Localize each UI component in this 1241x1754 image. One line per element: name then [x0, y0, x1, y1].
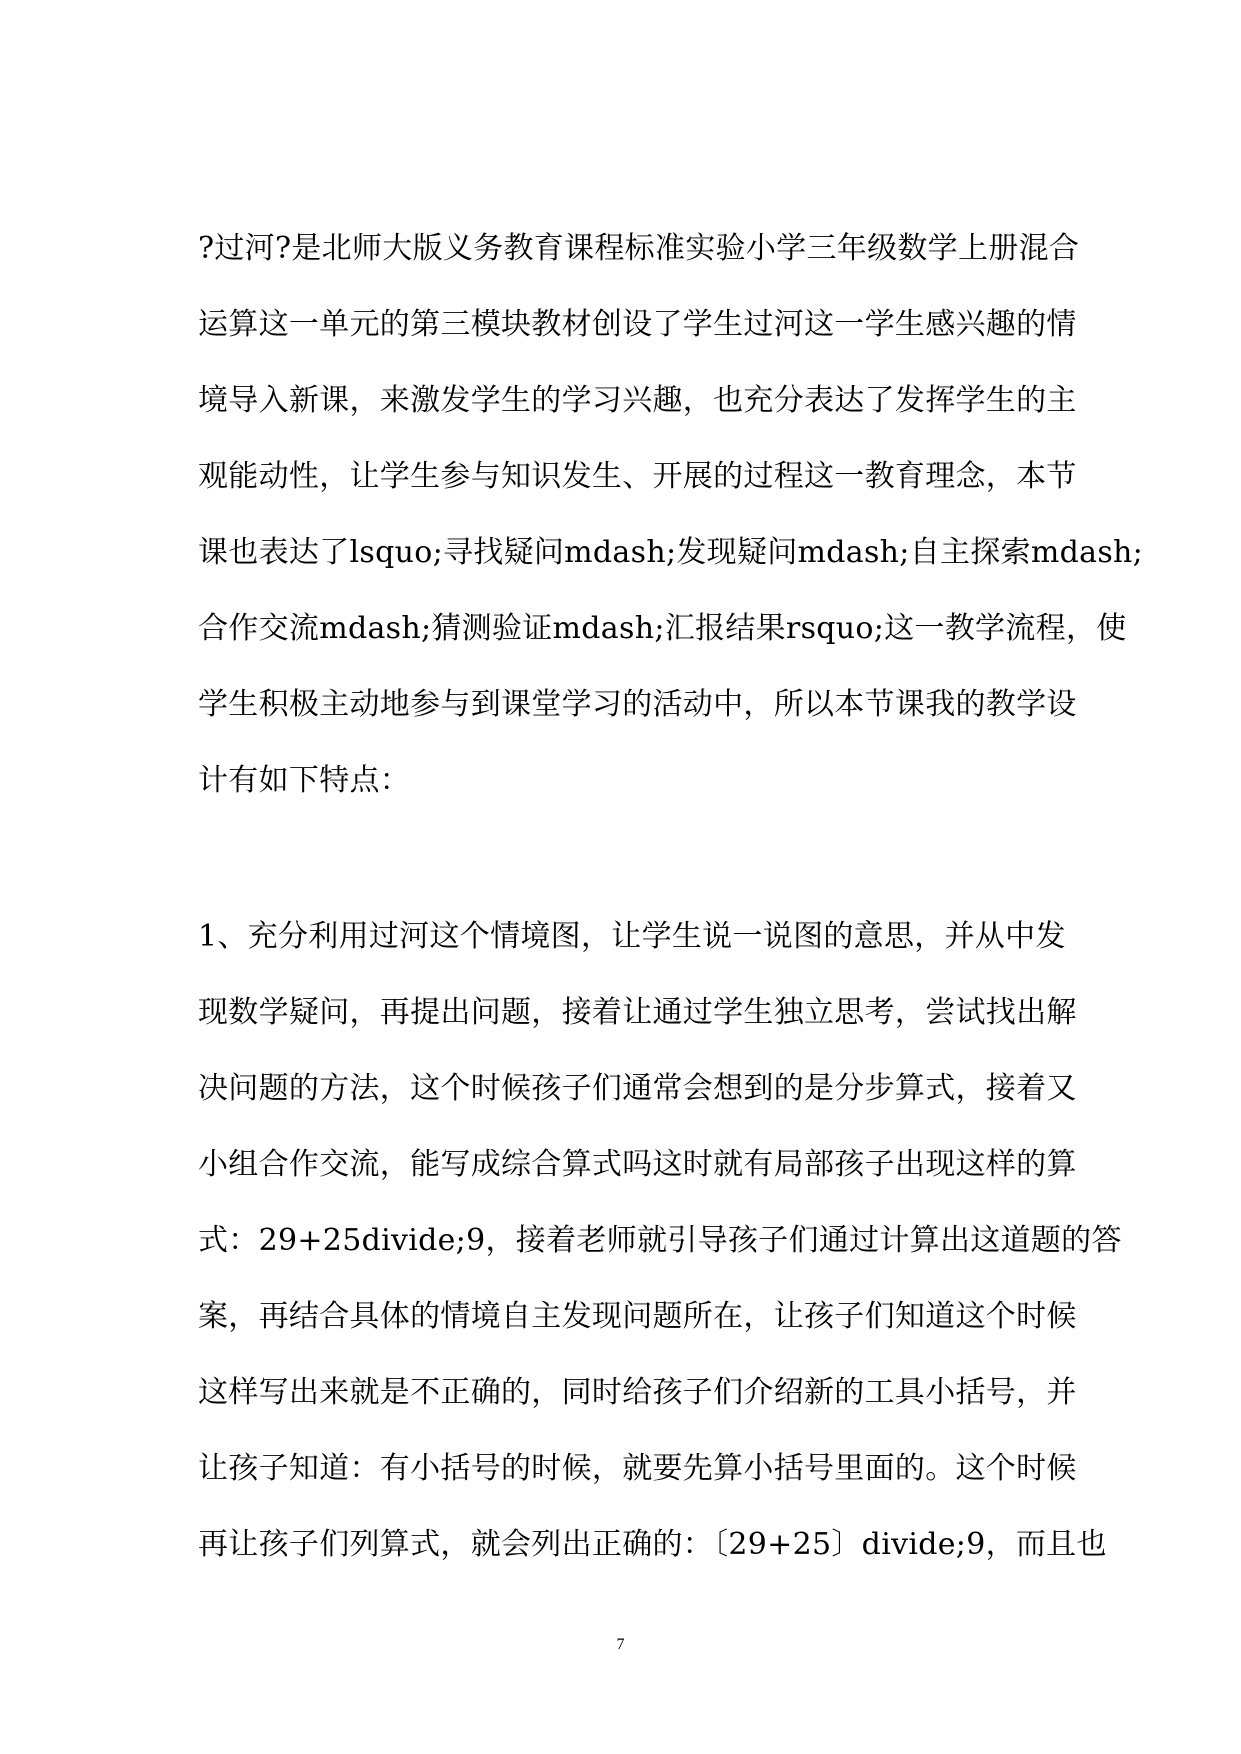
text-line: 决问题的方法，这个时候孩子们通常会想到的是分步算式，接着又: [198, 1071, 1077, 1106]
text-line: ?过河?是北师大版义务教育课程标准实验小学三年级数学上册混合: [198, 231, 1080, 266]
text-line: 式：29+25divide;9，接着老师就引导孩子们通过计算出这道题的答: [198, 1223, 1122, 1258]
text-line: 让孩子知道：有小括号的时候，就要先算小括号里面的。这个时候: [198, 1451, 1077, 1486]
page-number: 7: [616, 1636, 625, 1653]
text-line: 小组合作交流，能写成综合算式吗这时就有局部孩子出现这样的算: [198, 1147, 1077, 1182]
text-line: 运算这一单元的第三模块教材创设了学生过河这一学生感兴趣的情: [198, 307, 1077, 342]
text-line: 这样写出来就是不正确的，同时给孩子们介绍新的工具小括号，并: [198, 1375, 1077, 1410]
paragraph-intro: [198, 211, 1144, 819]
text-line: 课也表达了lsquo;寻找疑问mdash;发现疑问mdash;自主探索mdash;: [198, 535, 1144, 570]
text-line: 学生积极主动地参与到课堂学习的活动中，所以本节课我的教学设: [198, 687, 1077, 722]
paragraph-point-1: [198, 899, 1122, 1583]
text-line: 案，再结合具体的情境自主发现问题所在，让孩子们知道这个时候: [198, 1299, 1077, 1334]
text-line: 现数学疑问，再提出问题，接着让通过学生独立思考，尝试找出解: [198, 995, 1077, 1030]
text-line: 境导入新课，来激发学生的学习兴趣，也充分表达了发挥学生的主: [198, 383, 1077, 418]
text-line: 观能动性，让学生参与知识发生、开展的过程这一教育理念，本节: [198, 459, 1077, 494]
text-line: 合作交流mdash;猜测验证mdash;汇报结果rsquo;这一教学流程，使: [198, 611, 1127, 646]
text-line: 计有如下特点：: [198, 763, 411, 798]
text-line: 1、充分利用过河这个情境图，让学生说一说图的意思，并从中发: [198, 919, 1066, 954]
text-line: 再让孩子们列算式，就会列出正确的：〔29+25〕divide;9，而且也: [198, 1527, 1107, 1562]
